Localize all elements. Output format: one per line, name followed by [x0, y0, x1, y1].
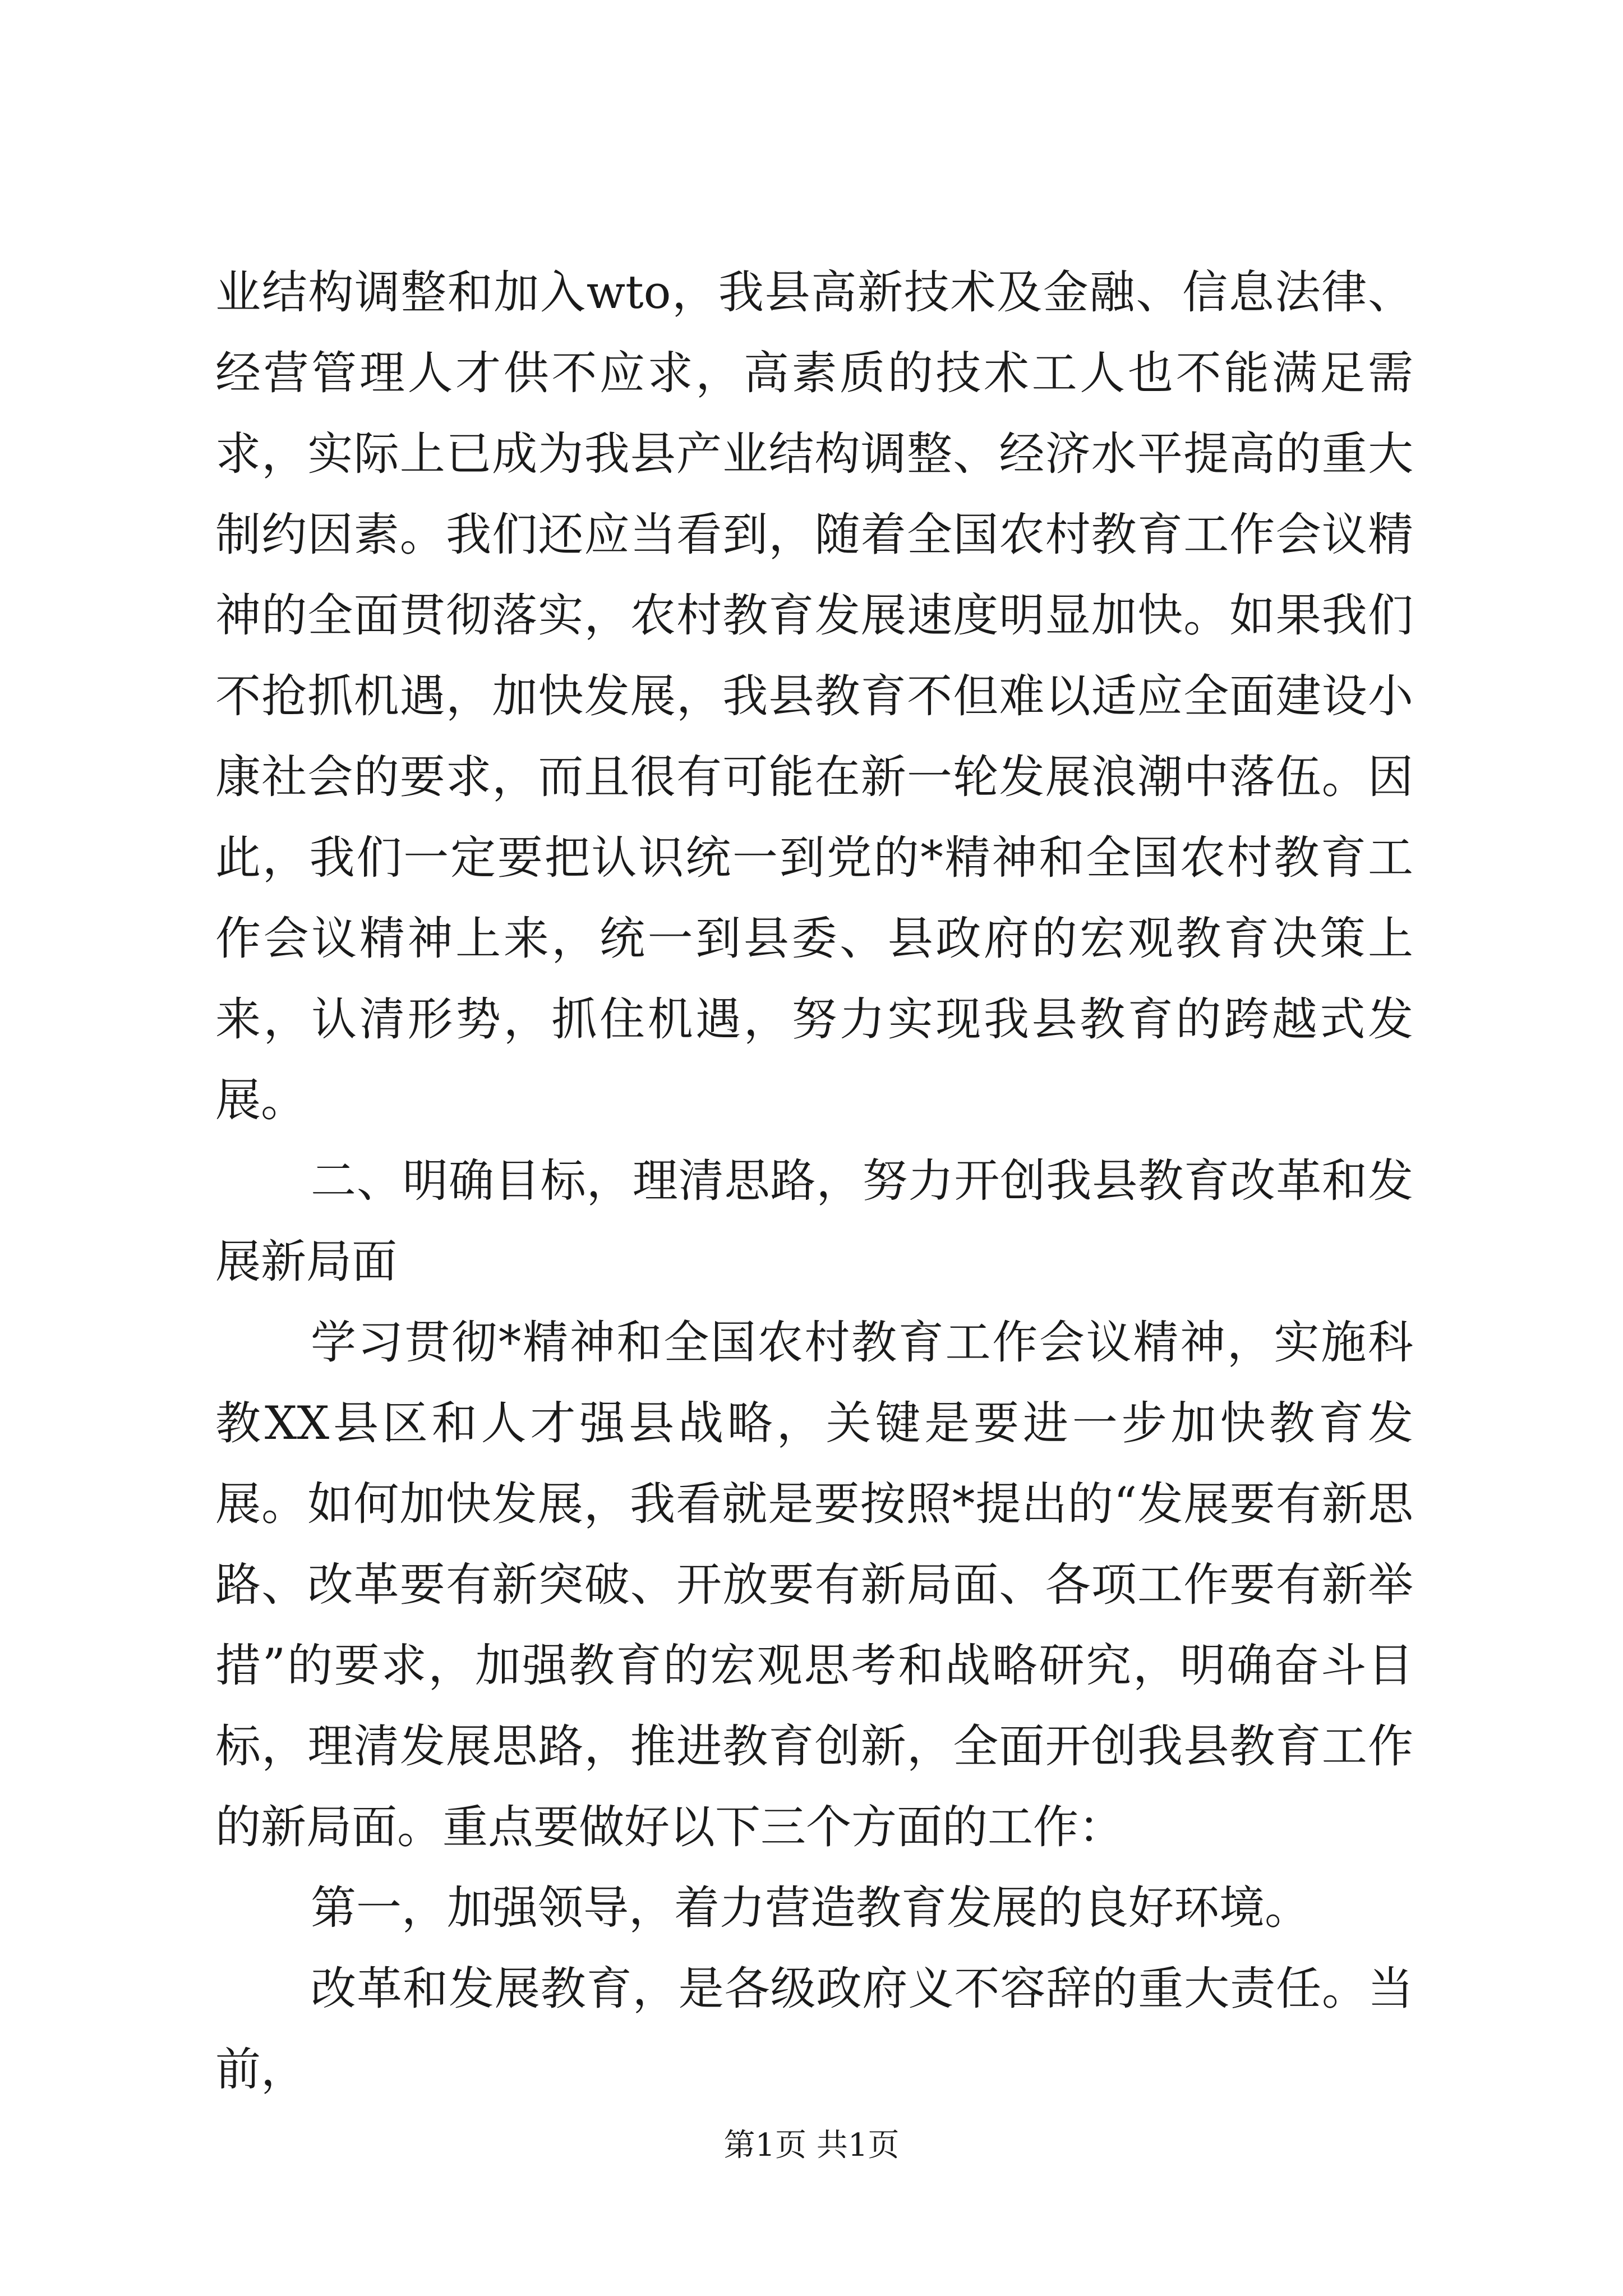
- paragraph-5: 改革和发展教育，是各级政府义不容辞的重大责任。当前，: [215, 1963, 1413, 2096]
- paragraph-3: 学习贯彻*精神和全国农村教育工作会议精神，实施科教XX县区和人才强县战略，关键是要进一步加快教育发展。如何加快发展，我看就是要按照*提出的“发展要有新思路、改革要有新突破、开放要有新局面、各项工作要有新举措”的要求，加强教育的宏观思考和战略研究，明确奋斗目标，理清发展思路，推进教育创新，全面开创我县教育工作的新局面。重点要做好以下三个方面的工作：: [215, 1317, 1413, 1854]
- subheading-first: 第一，加强领导，着力营造教育发展的良好环境。: [311, 1882, 1311, 1935]
- section-heading-2: 二、明确目标，理清思路，努力开创我县教育改革和发展新局面: [215, 1155, 1413, 1289]
- paragraph-1: 业结构调整和加入wto，我县高新技术及金融、信息法律、经营管理人才供不应求，高素质的技术工人也不能满足需求，实际上已成为我县产业结构调整、经济水平提高的重大制约因素。我们还应当看到，随着全国农村教育工作会议精神的全面贯彻落实，农村教育发展速度明显加快。如果我们不抢抓机遇，加快发展，我县教育不但难以适应全面建设小康社会的要求，而且很有可能在新一轮发展浪潮中落伍。因此，我们一定要把认识统一到党的*精神和全国农村教育工作会议精神上来，统一到县委、县政府的宏观教育决策上来，认清形势，抓住机遇，努力实现我县教育的跨越式发展。: [215, 266, 1413, 1127]
- document-body: [215, 252, 1413, 2110]
- page-footer: 第1页 共1页: [723, 2127, 900, 2164]
